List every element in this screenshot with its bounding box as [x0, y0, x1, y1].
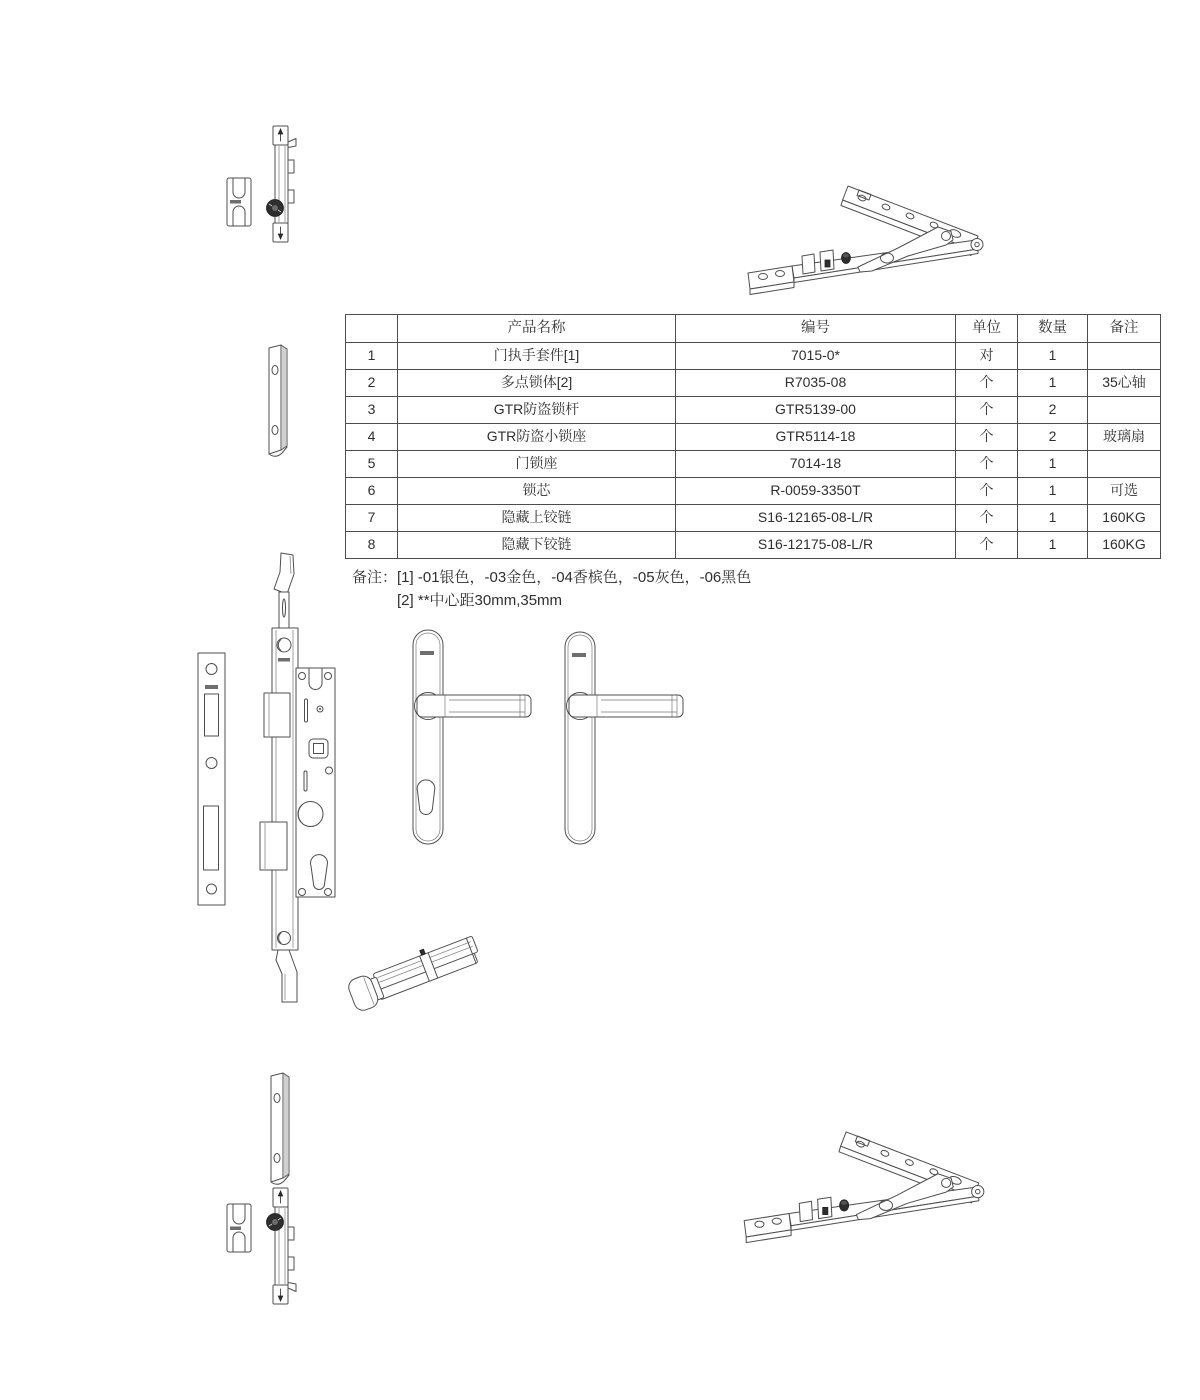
table-row — [346, 532, 1161, 559]
lock-body-icon — [296, 668, 335, 897]
striker-plate-upper — [262, 342, 294, 460]
cell-unit: 对 — [956, 343, 1018, 370]
cell-code: GTR5114-18 — [676, 424, 956, 451]
footnotes — [352, 566, 751, 612]
cell-code: S16-12175-08-L/R — [676, 532, 956, 559]
cell-qty: 1 — [1018, 370, 1088, 397]
roller-cam-icon — [277, 638, 291, 652]
cell-unit: 个 — [956, 397, 1018, 424]
cell-unit: 个 — [956, 532, 1018, 559]
lock-rod-assembly-bottom — [222, 1184, 302, 1314]
header-product-name: 产品名称 — [398, 315, 676, 343]
footnote-line: [1] -01银色，-03金色，-04香槟色，-05灰色，-06黑色 — [397, 569, 752, 586]
table-row — [346, 370, 1161, 397]
cell-qty: 1 — [1018, 478, 1088, 505]
cell-unit: 个 — [956, 451, 1018, 478]
cell-no: 1 — [346, 343, 398, 370]
table-row — [346, 397, 1161, 424]
handle-lever-icon — [569, 695, 683, 717]
cell-unit: 个 — [956, 370, 1018, 397]
header-no — [346, 315, 398, 343]
cell-qty: 1 — [1018, 532, 1088, 559]
header-code: 编号 — [676, 315, 956, 343]
latch-block-icon — [260, 822, 287, 870]
cell-unit: 个 — [956, 424, 1018, 451]
header-qty: 数量 — [1018, 315, 1088, 343]
parts-table — [345, 314, 1161, 559]
brand-mark-icon — [230, 1227, 241, 1231]
cell-name: 隐藏下铰链 — [398, 532, 676, 559]
door-strike-plate-icon — [198, 653, 225, 905]
brand-mark-icon — [205, 685, 218, 689]
cell-no: 8 — [346, 532, 398, 559]
door-handle-pair — [403, 624, 703, 854]
table-row — [346, 343, 1161, 370]
cell-name: 隐藏上铰链 — [398, 505, 676, 532]
cell-code: 7015-0* — [676, 343, 956, 370]
cell-remark: 35心轴 — [1088, 370, 1161, 397]
cell-name: 门执手套件[1] — [398, 343, 676, 370]
cell-remark — [1088, 343, 1161, 370]
cell-code: GTR5139-00 — [676, 397, 956, 424]
cell-unit: 个 — [956, 505, 1018, 532]
header-unit: 单位 — [956, 315, 1018, 343]
multipoint-lock-assembly — [193, 548, 343, 1013]
lock-rod-icon — [267, 126, 297, 242]
lock-cylinder — [360, 905, 495, 1005]
cell-qty: 1 — [1018, 343, 1088, 370]
brand-mark-icon — [278, 658, 290, 662]
latch-block-icon — [264, 693, 290, 737]
cell-no: 5 — [346, 451, 398, 478]
roller-cam-icon — [278, 932, 291, 945]
cell-code: 7014-18 — [676, 451, 956, 478]
cell-no: 2 — [346, 370, 398, 397]
cell-remark: 160KG — [1088, 532, 1161, 559]
door-handle-left-icon — [413, 630, 531, 844]
cell-no: 4 — [346, 424, 398, 451]
cell-remark: 160KG — [1088, 505, 1161, 532]
striker-plate-lower — [264, 1070, 296, 1188]
cell-remark: 玻璃扇 — [1088, 424, 1161, 451]
lock-rod-assembly-top — [222, 116, 302, 246]
table-header-row — [346, 315, 1161, 343]
cell-remark — [1088, 451, 1161, 478]
table-row — [346, 478, 1161, 505]
cell-remark — [1088, 397, 1161, 424]
brand-mark-icon — [572, 653, 586, 657]
cell-qty: 2 — [1018, 397, 1088, 424]
cell-code: S16-12165-08-L/R — [676, 505, 956, 532]
cell-name: GTR防盗锁杆 — [398, 397, 676, 424]
keeper-clip-icon — [227, 1204, 251, 1252]
header-remark: 备注 — [1088, 315, 1161, 343]
cell-code: R-0059-3350T — [676, 478, 956, 505]
lock-faceplate-icon — [260, 553, 298, 1002]
cell-unit: 个 — [956, 478, 1018, 505]
cell-name: 多点锁体[2] — [398, 370, 676, 397]
table-row — [346, 424, 1161, 451]
footnote-line: [2] **中心距30mm,35mm — [397, 592, 563, 609]
door-handle-right-icon — [565, 632, 683, 844]
hook-bolt-bottom-icon — [276, 950, 297, 1002]
lock-rod-icon — [267, 1188, 297, 1304]
cell-name: 锁芯 — [398, 478, 676, 505]
cell-no: 6 — [346, 478, 398, 505]
hinge-clamp-icon — [802, 254, 815, 274]
cell-name: 门锁座 — [398, 451, 676, 478]
hinge-clamp-icon — [799, 1201, 812, 1221]
cell-no: 7 — [346, 505, 398, 532]
cell-qty: 1 — [1018, 505, 1088, 532]
footnotes-label: 备注： — [352, 569, 398, 586]
cell-remark: 可选 — [1088, 478, 1161, 505]
table-row — [346, 451, 1161, 478]
concealed-hinge-top — [740, 170, 990, 310]
cell-qty: 2 — [1018, 424, 1088, 451]
cell-code: R7035-08 — [676, 370, 956, 397]
table-row — [346, 505, 1161, 532]
handle-lever-icon — [417, 695, 531, 717]
cell-qty: 1 — [1018, 451, 1088, 478]
brand-mark-icon — [420, 651, 434, 655]
cell-no: 3 — [346, 397, 398, 424]
concealed-hinge-bottom — [736, 1112, 991, 1262]
cell-name: GTR防盗小锁座 — [398, 424, 676, 451]
brand-mark-icon — [230, 200, 241, 204]
keeper-clip-icon — [227, 178, 251, 226]
